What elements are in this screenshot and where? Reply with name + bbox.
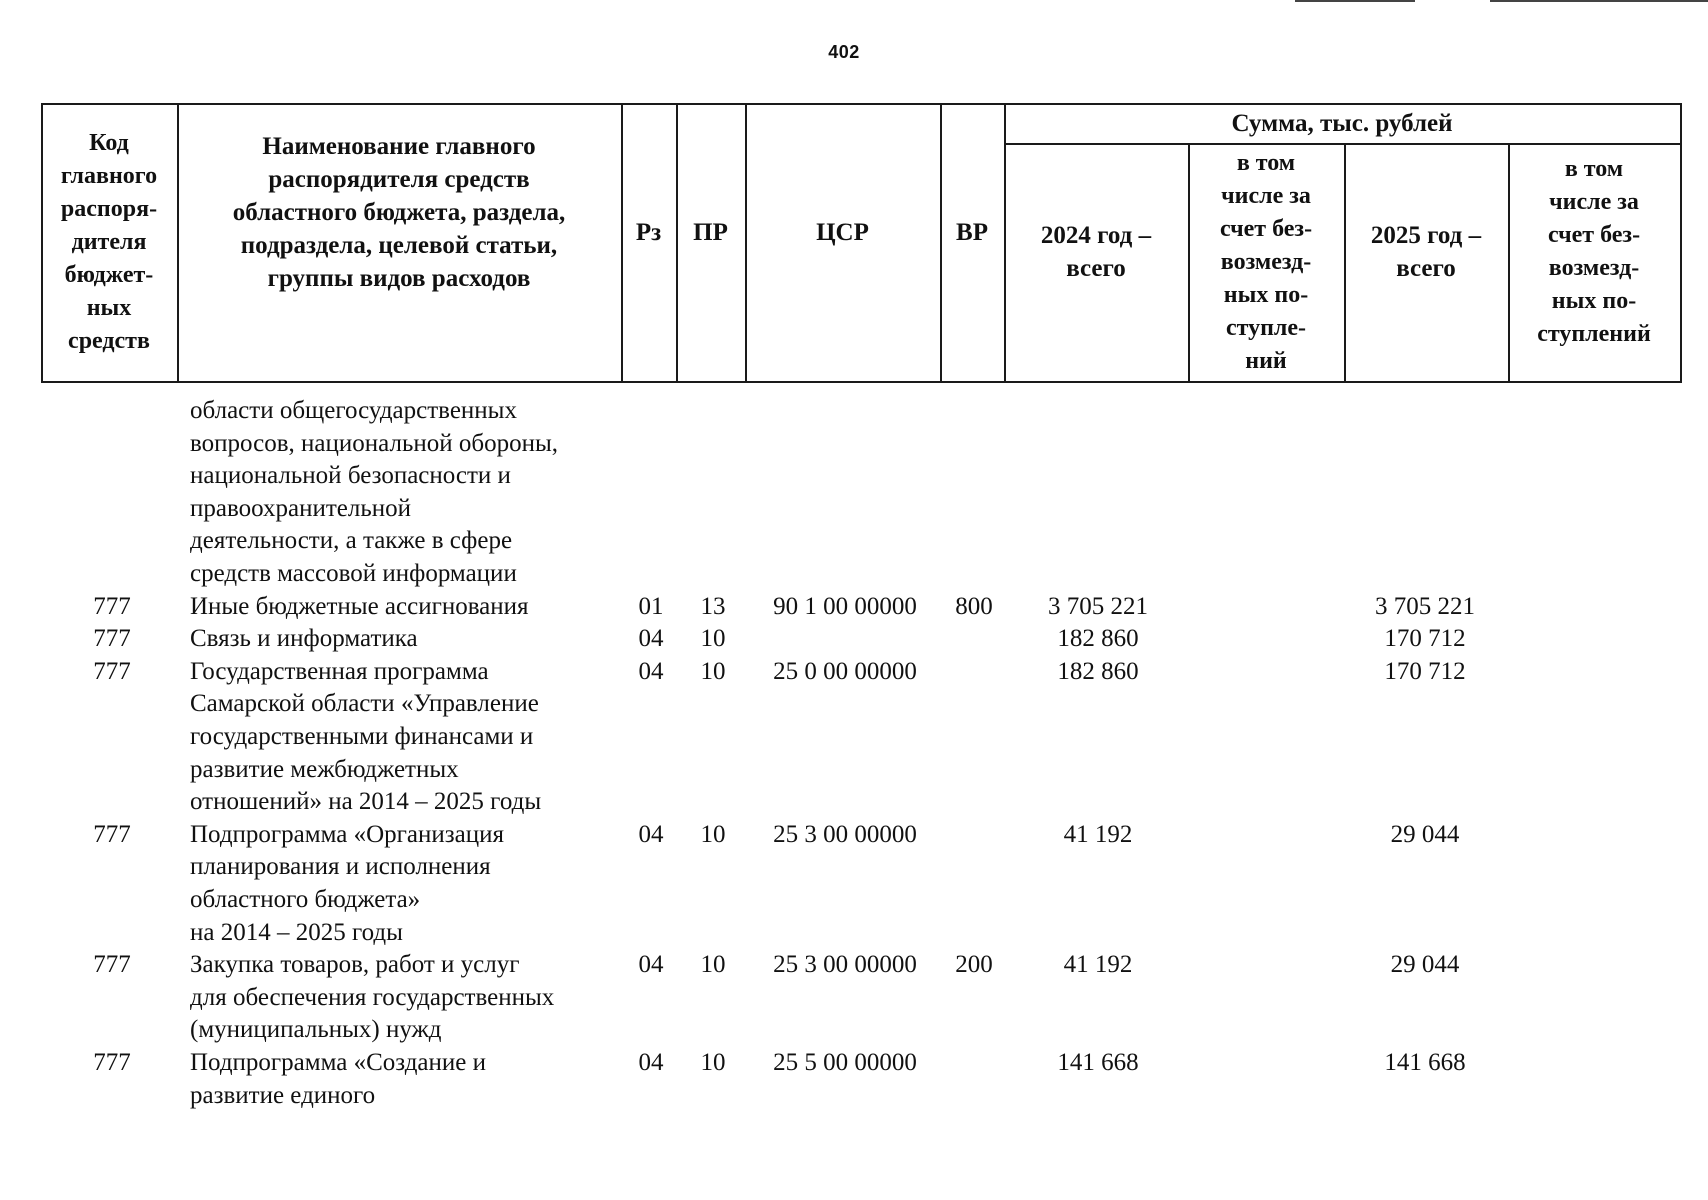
row-name-line: для обеспечения государственных xyxy=(190,983,555,1011)
header-pr-text: ПР xyxy=(693,218,728,246)
header-rz xyxy=(621,103,676,361)
row-name-line: национальной безопасности и xyxy=(190,462,511,490)
row-sum2025: 3 705 221 xyxy=(1375,592,1475,620)
row-sum2025: 170 712 xyxy=(1384,657,1466,685)
header-2024-total xyxy=(1004,143,1188,361)
row-name-line: области общегосударственных xyxy=(190,397,517,424)
header-code-line: бюджет- xyxy=(64,261,154,288)
row-name-line: Государственная программа xyxy=(190,657,489,685)
row-rz: 04 xyxy=(638,951,664,979)
header-2025-incl-line: счет без- xyxy=(1547,222,1641,248)
header-pr xyxy=(676,103,745,361)
header-2024-incl-line: числе за xyxy=(1221,182,1311,209)
header-code xyxy=(41,103,177,381)
header-code-line: дителя xyxy=(71,228,147,255)
row-sum2024: 182 860 xyxy=(1057,657,1139,685)
row-name-line: Связь и информатика xyxy=(190,625,418,653)
row-csr: 90 1 00 00000 xyxy=(773,592,917,620)
row-sum2024: 182 860 xyxy=(1057,625,1139,653)
header-2025-incl-line: ступлений xyxy=(1537,321,1651,347)
row-code: 777 xyxy=(93,951,131,979)
row-sum2025: 141 668 xyxy=(1384,1049,1466,1076)
row-vr: 200 xyxy=(955,951,993,979)
header-2024-incl-line: счет без- xyxy=(1219,215,1313,242)
header-name-line: Наименование главного xyxy=(262,132,536,160)
header-border-bottom xyxy=(41,381,1682,383)
header-2025-incl-line: возмезд- xyxy=(1548,255,1640,281)
row-sum2025: 29 044 xyxy=(1390,820,1460,848)
header-rz-text: Рз xyxy=(635,218,662,246)
row-name-line: развитие межбюджетных xyxy=(190,755,459,783)
row-pr: 10 xyxy=(700,1049,726,1076)
row-rz: 04 xyxy=(638,625,664,653)
row-pr: 10 xyxy=(700,820,726,848)
header-name-line: областного бюджета, раздела, xyxy=(232,198,566,226)
row-sum2025: 29 044 xyxy=(1390,951,1460,979)
header-name-line: распорядителя средств xyxy=(268,165,530,193)
row-name-line: правоохранительной xyxy=(190,494,411,522)
row-name-line: Иные бюджетные ассигнования xyxy=(190,592,529,620)
row-name-line: средств массовой информации xyxy=(190,560,517,587)
header-col-line-10 xyxy=(1680,103,1682,383)
row-code: 777 xyxy=(93,625,131,653)
header-2025-incl-line: в том xyxy=(1564,156,1624,182)
page-number: 402 xyxy=(828,42,860,62)
row-name-line: государственными финансами и xyxy=(190,723,534,750)
row-name-line: Закупка товаров, работ и услуг xyxy=(190,951,520,979)
row-code: 777 xyxy=(93,820,131,848)
header-2025-incl-line: числе за xyxy=(1549,189,1639,215)
header-code-line: Код xyxy=(89,129,129,156)
row-csr: 25 3 00 00000 xyxy=(773,951,917,979)
row-vr: 800 xyxy=(955,592,993,620)
header-name xyxy=(177,103,621,321)
row-sum2024: 41 192 xyxy=(1063,820,1133,848)
row-name-line: Самарской области «Управление xyxy=(190,690,539,718)
row-code: 777 xyxy=(93,592,131,620)
row-name-line: вопросов, национальной обороны, xyxy=(190,429,558,457)
row-name-line: (муниципальных) нужд xyxy=(190,1016,442,1044)
header-name-line: группы видов расходов xyxy=(267,264,531,292)
row-rz: 01 xyxy=(638,592,664,620)
row-sum2024: 3 705 221 xyxy=(1048,592,1148,620)
row-csr: 25 3 00 00000 xyxy=(773,820,917,848)
row-name-line: Подпрограмма «Создание и xyxy=(190,1049,486,1076)
header-csr-text: ЦСР xyxy=(816,218,869,246)
row-name-line: деятельности, а также в сфере xyxy=(190,527,513,555)
header-name-line: подраздела, целевой статьи, xyxy=(240,231,558,259)
header-2025-incl xyxy=(1508,143,1680,361)
header-code-line: ных xyxy=(86,294,132,321)
row-pr: 10 xyxy=(700,951,726,979)
table-header xyxy=(0,0,1708,400)
header-code-line: средств xyxy=(68,327,150,354)
row-name-line: развитие единого xyxy=(190,1081,376,1109)
row-rz: 04 xyxy=(638,657,664,685)
row-name-line: на 2014 – 2025 годы xyxy=(190,918,403,946)
header-2024-incl-line: ных по- xyxy=(1223,281,1309,308)
header-sum-title-text: Сумма, тыс. рублей xyxy=(1231,109,1453,137)
header-2024-incl-line: ний xyxy=(1245,347,1287,374)
header-2025-total xyxy=(1344,143,1508,361)
row-rz: 04 xyxy=(638,820,664,848)
header-vr xyxy=(940,103,1004,361)
header-vr-text: ВР xyxy=(956,218,988,246)
row-code: 777 xyxy=(93,657,131,685)
row-sum2024: 41 192 xyxy=(1063,951,1133,979)
row-pr: 10 xyxy=(700,625,726,653)
row-sum2025: 170 712 xyxy=(1384,625,1466,653)
row-code: 777 xyxy=(93,1049,131,1076)
row-csr: 25 5 00 00000 xyxy=(773,1049,917,1076)
header-code-line: распоря- xyxy=(60,195,158,222)
row-csr: 25 0 00 00000 xyxy=(773,657,917,685)
row-name-line: Подпрограмма «Организация xyxy=(190,820,504,848)
header-2024-incl xyxy=(1188,143,1344,381)
header-2024-incl-line: ступле- xyxy=(1225,314,1307,341)
row-name-line: отношений» на 2014 – 2025 годы xyxy=(190,788,542,816)
row-name-line: планирования и исполнения xyxy=(190,853,491,881)
row-sum2024: 141 668 xyxy=(1057,1049,1139,1076)
header-2025-total-line: 2025 год – xyxy=(1370,222,1482,249)
row-rz: 04 xyxy=(638,1049,664,1076)
header-code-line: главного xyxy=(60,162,158,189)
row-pr: 10 xyxy=(700,657,726,685)
header-2024-total-line: 2024 год – xyxy=(1040,222,1152,249)
header-2025-total-line: всего xyxy=(1396,255,1456,282)
header-2024-incl-line: возмезд- xyxy=(1220,248,1312,275)
header-sum-title xyxy=(1004,103,1680,143)
row-name-line: областного бюджета» xyxy=(190,886,421,913)
header-2024-incl-line: в том xyxy=(1236,149,1296,176)
header-csr xyxy=(745,103,940,361)
header-2024-total-line: всего xyxy=(1066,255,1126,282)
row-pr: 13 xyxy=(700,592,726,620)
header-2025-incl-line: ных по- xyxy=(1551,288,1637,314)
